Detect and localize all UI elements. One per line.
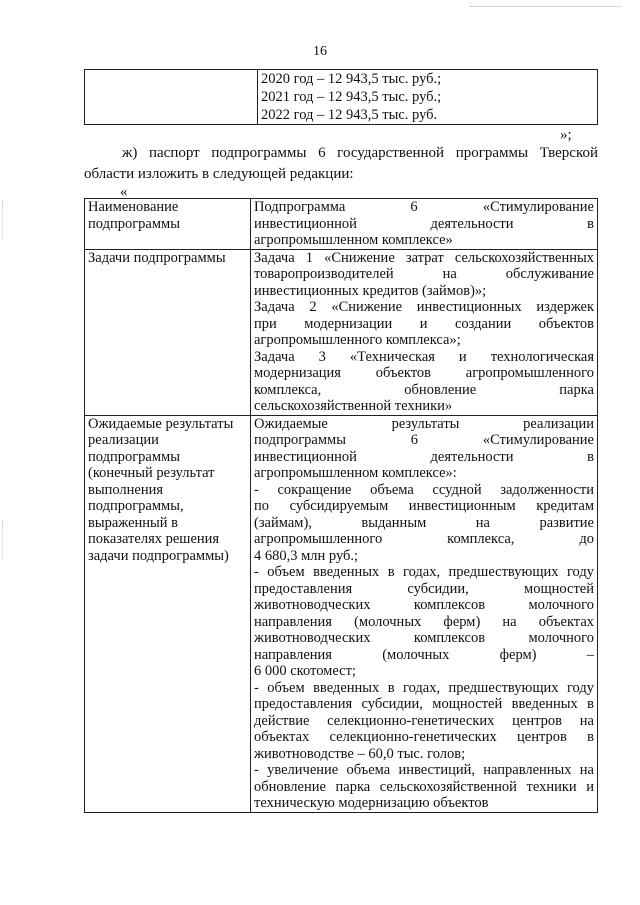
value-line: 4 680,3 млн руб.; <box>254 547 359 564</box>
opening-quote: « <box>120 184 128 200</box>
value-line: агропромышленном комплексе» <box>254 232 453 248</box>
value-line: обновление парка сельскохозяйственной техники и <box>254 778 594 795</box>
value-line: товаропроизводителей на обслуживание <box>254 266 594 282</box>
value-line: предоставления субсидии, мощностей <box>254 580 594 597</box>
value-line: инвестиционной деятельности в <box>254 215 594 232</box>
row-label <box>85 415 251 812</box>
label-line: Наименование <box>88 199 179 215</box>
value-line: Подпрограмма 6 «Стимулирование <box>254 199 594 215</box>
row-label <box>85 199 251 250</box>
label-line: реализации <box>88 432 159 448</box>
label-line: задачи подпрограммы) <box>88 547 229 564</box>
value-line: объектах селекционно-генетических центров в <box>254 729 594 745</box>
amendment-paragraph: ж) паспорт подпрограммы 6 государственной программы Тверской области изложить в следующей редакции: <box>84 145 598 182</box>
value-line: направления (молочных ферм) – <box>254 646 594 663</box>
value-line: техническую модернизацию объектов <box>254 795 489 811</box>
table-row <box>85 415 598 812</box>
value-line: - объем введенных в годах, предшествующих году <box>254 564 594 580</box>
value-line: Ожидаемые результаты реализации <box>254 415 594 432</box>
row-value <box>251 199 598 250</box>
value-line: агропромышленного комплекса, до <box>254 531 594 547</box>
label-line: Задачи подпрограммы <box>88 249 226 266</box>
table-row <box>85 249 598 415</box>
funding-line: 2021 год – 12 943,5 тыс. руб.; <box>261 89 442 105</box>
value-line: животноводстве – 60,0 тыс. голов; <box>254 745 466 762</box>
funding-table <box>84 69 598 125</box>
value-line: сельскохозяйственной техники» <box>254 398 453 414</box>
scan-artifact <box>470 6 620 8</box>
row-value <box>251 415 598 812</box>
label-line: выраженный в <box>88 514 179 531</box>
value-line: - сокращение объема ссудной задолженности <box>254 481 594 498</box>
scan-artifact <box>2 200 4 240</box>
value-line: - объем введенных в годах, предшествующих году <box>254 679 594 696</box>
scan-artifact <box>2 520 4 560</box>
funding-table-empty-cell <box>85 70 258 125</box>
funding-line: 2022 год – 12 943,5 тыс. руб. <box>261 107 438 123</box>
value-line: по субсидируемым инвестиционным кредитам <box>254 498 594 514</box>
value-line: инвестиционных кредитов (займов)»; <box>254 282 487 299</box>
label-line: подпрограммы <box>88 448 180 465</box>
value-line: действие селекционно-генетических центров на <box>254 712 594 729</box>
value-line: Задача 2 «Снижение инвестиционных издержек <box>254 299 594 315</box>
label-line: подпрограммы <box>88 215 180 232</box>
label-line: выполнения <box>88 481 164 498</box>
value-line: животноводческих комплексов молочного <box>254 630 594 646</box>
value-line: - увеличение объема инвестиций, направленных на <box>254 762 594 778</box>
label-line: подпрограммы, <box>88 498 184 514</box>
label-line: (конечный результат <box>88 465 215 481</box>
value-line: при модернизации и создании объектов <box>254 315 594 332</box>
value-line: комплекса, обновление парка <box>254 381 594 398</box>
value-line: предоставления субсидии, мощностей введенных в <box>254 696 594 712</box>
table-row <box>85 199 598 250</box>
row-label <box>85 249 251 415</box>
value-line: 6 000 скотомест; <box>254 663 356 679</box>
value-line: направления (молочных ферм) на объектах <box>254 613 594 630</box>
value-line: Задача 1 «Снижение затрат сельскохозяйственных <box>254 249 594 266</box>
closing-quote: »; <box>560 127 572 143</box>
value-line: агропромышленного комплекса»; <box>254 332 461 348</box>
value-line: модернизация объектов агропромышленного <box>254 365 594 381</box>
value-line: подпрограммы 6 «Стимулирование <box>254 432 594 448</box>
value-line: инвестиционной деятельности в <box>254 448 594 465</box>
value-line: агропромышленном комплексе»: <box>254 465 457 481</box>
passport-table <box>84 198 598 813</box>
value-line: (займам), выданным на развитие <box>254 514 594 531</box>
value-line: Задача 3 «Техническая и технологическая <box>254 348 594 365</box>
funding-table-values <box>258 70 598 125</box>
value-line: животноводческих комплексов молочного <box>254 597 594 613</box>
label-line: Ожидаемые результаты <box>88 415 234 432</box>
row-value <box>251 249 598 415</box>
page-number: 16 <box>313 44 327 59</box>
funding-line: 2020 год – 12 943,5 тыс. руб.; <box>261 71 442 87</box>
label-line: показателях решения <box>88 531 220 547</box>
